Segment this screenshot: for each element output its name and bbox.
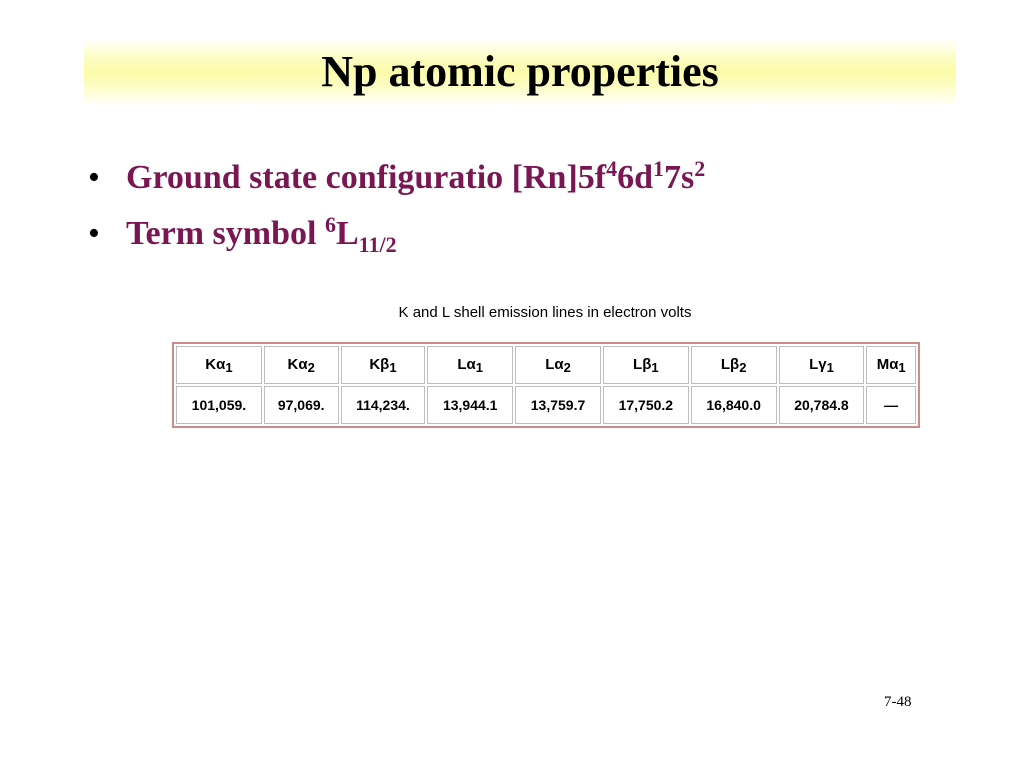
bullet-marker: • <box>88 215 100 252</box>
header-ma1: Mα1 <box>866 346 916 384</box>
header-lg1: Lγ1 <box>779 346 865 384</box>
value-la1: 13,944.1 <box>427 386 513 424</box>
orbital-6d: 6d <box>617 159 654 196</box>
term-symbol-text <box>126 212 397 257</box>
superscript-4: 4 <box>606 156 618 181</box>
bullet-ground-state <box>88 150 705 206</box>
header-lb1: Lβ1 <box>603 346 689 384</box>
superscript-2: 2 <box>694 156 706 181</box>
ground-state-text <box>126 156 706 196</box>
header-kb1: Kβ1 <box>341 346 426 384</box>
term-letter: L <box>335 215 359 252</box>
header-ka2: Kα2 <box>264 346 339 384</box>
bullet-marker: • <box>88 159 100 196</box>
emission-lines-table <box>172 342 920 428</box>
term-multiplicity: 6 <box>324 212 336 237</box>
value-ka1: 101,059. <box>176 386 262 424</box>
header-lb2: Lβ2 <box>691 346 777 384</box>
value-la2: 13,759.7 <box>515 386 601 424</box>
header-la2: Lα2 <box>515 346 601 384</box>
superscript-1: 1 <box>653 156 665 181</box>
value-lg1: 20,784.8 <box>779 386 865 424</box>
slide-title: Np atomic properties <box>321 47 719 96</box>
table-row <box>176 386 916 424</box>
page-number: 7-48 <box>884 694 912 710</box>
orbital-7s: 7s <box>664 159 695 196</box>
value-kb1: 114,234. <box>341 386 426 424</box>
term-j-value: 11/2 <box>358 232 397 257</box>
value-ka2: 97,069. <box>264 386 339 424</box>
bullet-term-symbol <box>88 206 705 262</box>
table-header-row <box>176 346 916 384</box>
header-ka1: Kα1 <box>176 346 262 384</box>
value-ma1: — <box>866 386 916 424</box>
ground-state-label: Ground state configuratio [Rn]5f <box>126 159 607 196</box>
value-lb2: 16,840.0 <box>691 386 777 424</box>
header-la1: Lα1 <box>427 346 513 384</box>
table-caption: K and L shell emission lines in electron volts <box>398 304 692 321</box>
term-symbol-label: Term symbol <box>126 215 325 252</box>
value-lb1: 17,750.2 <box>603 386 689 424</box>
bullet-list <box>88 150 705 262</box>
